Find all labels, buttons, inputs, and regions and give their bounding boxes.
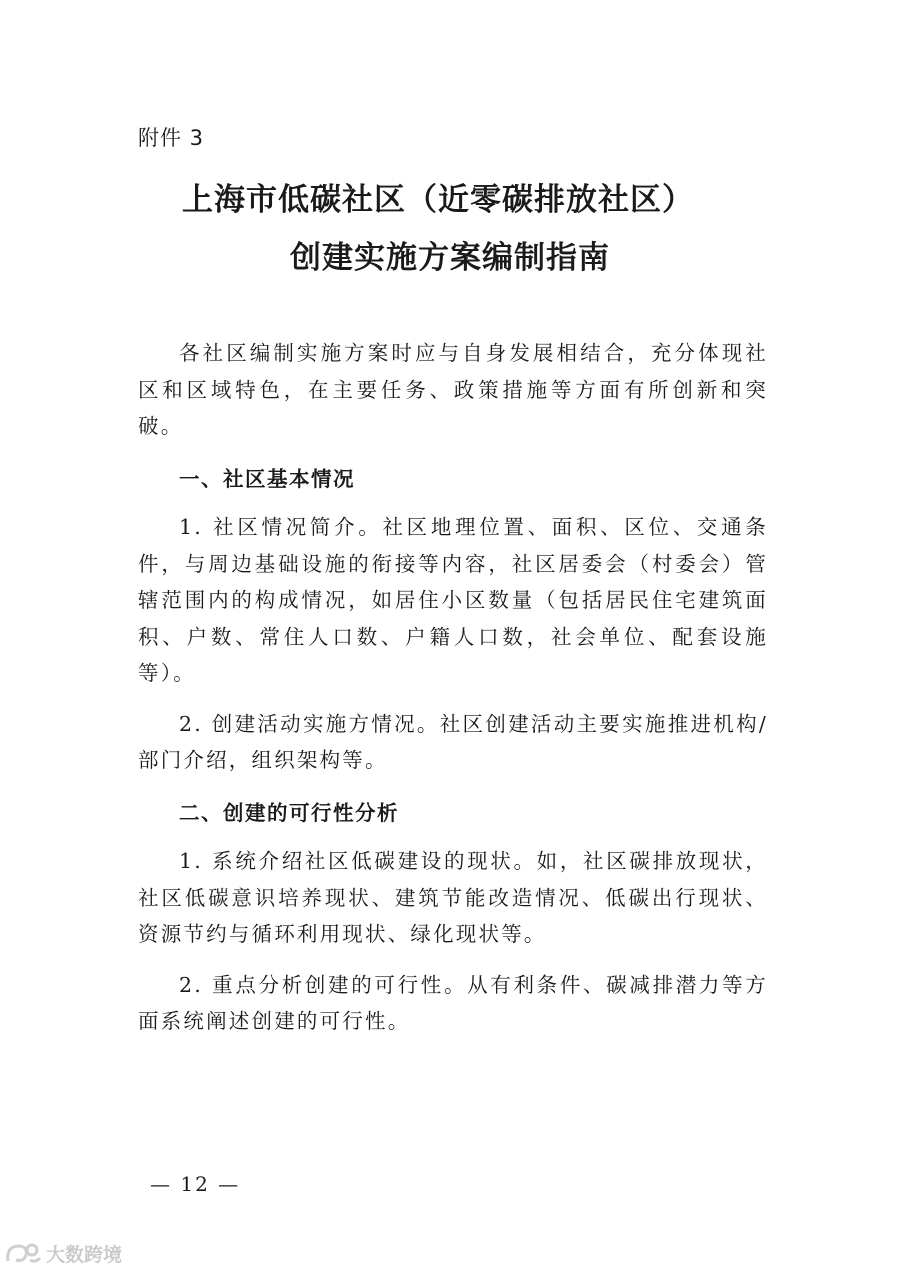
paragraph-community-overview: 1. 社区情况简介。社区地理位置、面积、区位、交通条件，与周边基础设施的衔接等内容，社区居委会（村委会）管辖范围内的构成情况，如居住小区数量（包括居民住宅建筑面积、户数、常住人口数、户籍人口数，社会单位、配套设施等）。	[138, 515, 768, 685]
attachment-label: 附件 3	[138, 126, 205, 150]
document-title-line-1: 上海市低碳社区（近零碳排放社区）	[182, 182, 694, 218]
document-title-line-2: 创建实施方案编制指南	[290, 240, 610, 276]
document-body	[138, 335, 768, 1056]
paragraph-feasibility-analysis: 2. 重点分析创建的可行性。从有利条件、碳减排潜力等方面系统阐述创建的可行性。	[138, 972, 768, 1033]
watermark-text: 大数跨境	[46, 1244, 123, 1266]
page-number: — 12 —	[150, 1172, 241, 1196]
paragraph-current-status: 1. 系统介绍社区低碳建设的现状。如，社区碳排放现状，社区低碳意识培养现状、建筑节能改造情况、低碳出行现状、资源节约与循环利用现状、绿化现状等。	[138, 849, 768, 946]
watermark-logo-icon	[4, 1241, 42, 1267]
intro-paragraph: 各社区编制实施方案时应与自身发展相结合，充分体现社区和区域特色，在主要任务、政策措施等方面有所创新和突破。	[138, 341, 768, 438]
section-heading-basic-info: 一、社区基本情况	[179, 466, 355, 491]
watermark	[4, 1240, 122, 1267]
paragraph-implementing-party: 2. 创建活动实施方情况。社区创建活动主要实施推进机构/部门介绍，组织架构等。	[138, 711, 768, 772]
section-heading-feasibility: 二、创建的可行性分析	[179, 800, 399, 825]
